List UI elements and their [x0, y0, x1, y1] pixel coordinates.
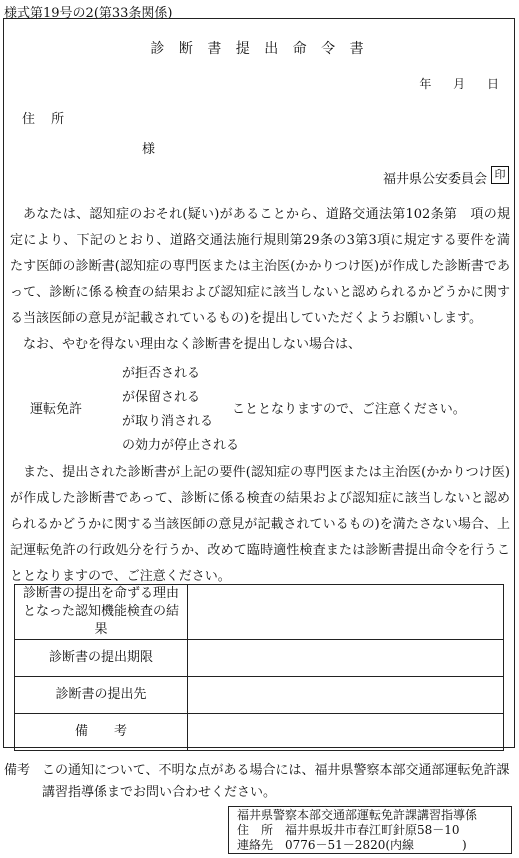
contact-department: 福井県警察本部交通部運転免許課講習指導係: [237, 808, 478, 822]
paragraph-request: あなたは、認知症のおそれ(疑い)があることから、道路交通法第102条第 項の規定により、下記のとおり、道路交通法施行規則第29条の3第3項に規定する要件を満たす医師の診断書(認知症の専門医または主治医(かかりつけ医)が作成した診断書であって、診断に係る検査の結果および認知症に該当しないと認められるかどうかに関する当該医師の意見が記載されているもの)を提出していただくようお願いします。: [10, 207, 510, 326]
recipient-honorific: 様: [142, 142, 156, 157]
table-row: [15, 585, 504, 640]
footnote-text: この通知について、不明な点がある場合には、福井県警察本部交通部運転免許課講習指導係までお問い合わせください。: [42, 763, 510, 800]
issuer-name: 福井県公安委員会: [382, 172, 487, 187]
option-revoke: が取り消される: [122, 414, 214, 429]
table-row: [15, 640, 504, 677]
deadline-field[interactable]: [188, 640, 504, 677]
date-line: 年 月 日: [419, 77, 499, 91]
seal-mark: 印: [491, 166, 509, 184]
destination-field[interactable]: [188, 677, 504, 714]
contact-address: 住 所 福井県坂井市春江町針原58－10: [237, 823, 460, 837]
reason-field[interactable]: [188, 585, 504, 640]
paragraph-requirements: また、提出された診断書が上記の要件(認知症の専門医または主治医(かかりつけ医)が作成した診断書であって、診断に係る検査の結果および認知症に該当しないと認められるかどうかに関する当該医師の意見が記載されているもの)を満たさない場合、上記運転免許の行政処分を行うか、改めて臨時適性検査または診断書提出命令を行うこととなりますので、ご注意ください。: [10, 465, 510, 584]
footnote-label: 備考: [4, 763, 31, 778]
option-suspend-hold: が保留される: [122, 390, 201, 405]
remarks-label: 備 考: [15, 714, 188, 751]
option-refuse: が拒否される: [122, 366, 201, 381]
destination-label: 診断書の提出先: [15, 677, 188, 714]
reason-label: 診断書の提出を命ずる理由 となった認知機能検査の結果: [15, 585, 188, 640]
option-tail: こととなりますので、ご注意ください。: [232, 402, 466, 417]
option-suspend-effect: の効力が停止される: [122, 438, 240, 453]
form-number: 様式第19号の2(第33条関係): [4, 6, 173, 21]
document-title: 診 断 書 提 出 命 令 書: [150, 41, 369, 57]
table-row: [15, 677, 504, 714]
details-table: [14, 584, 504, 751]
contact-phone: 連絡先 0776－51－2820(内線 ): [237, 838, 467, 852]
address-label: 住 所: [22, 112, 71, 127]
table-row: [15, 714, 504, 751]
consequence-options: [122, 362, 239, 458]
paragraph-warning: なお、やむを得ない理由なく診断書を提出しない場合は、: [23, 337, 362, 352]
deadline-label: 診断書の提出期限: [15, 640, 188, 677]
contact-box: [228, 806, 512, 854]
remarks-field[interactable]: [188, 714, 504, 751]
license-label: 運転免許: [30, 402, 83, 417]
